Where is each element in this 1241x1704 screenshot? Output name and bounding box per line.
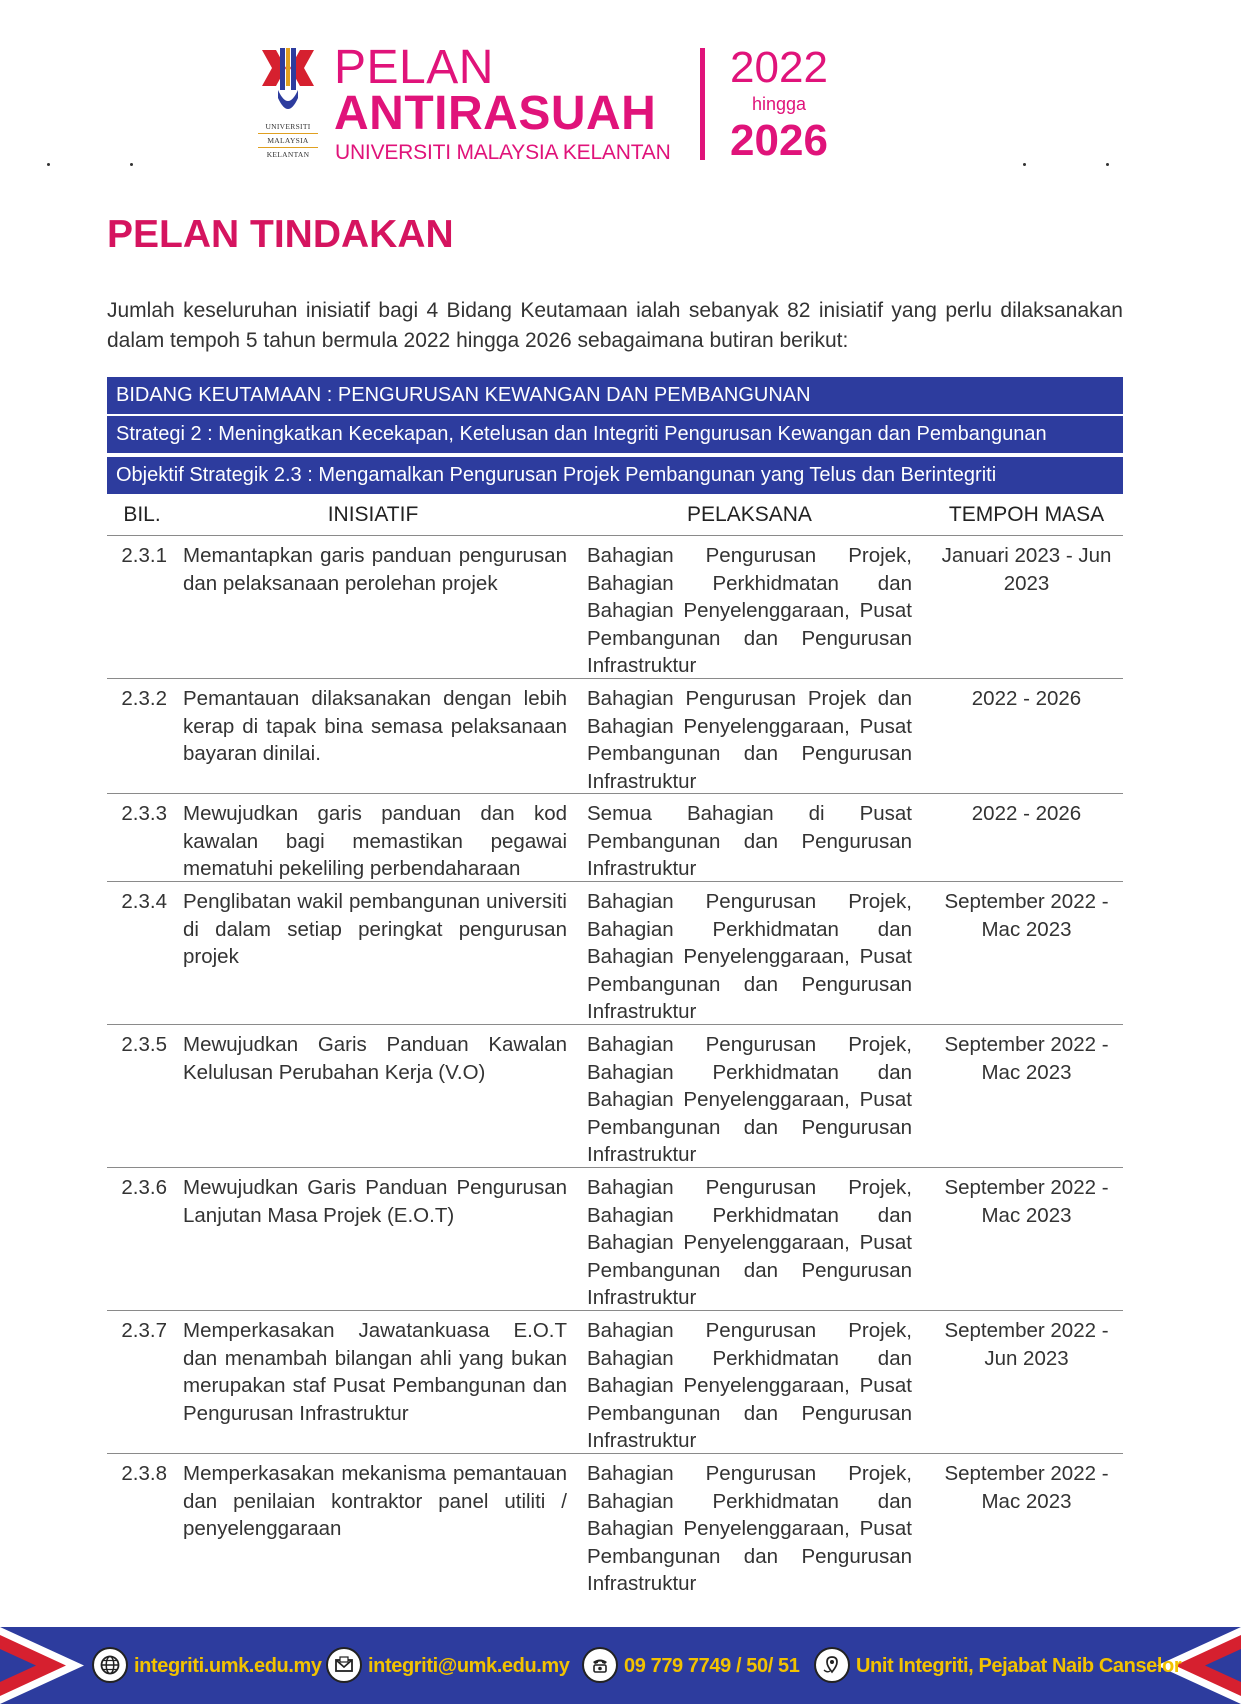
decorative-dot [1106, 163, 1109, 166]
year-connector: hingga [751, 94, 807, 114]
bidang-banner: BIDANG KEUTAMAAN : PENGURUSAN KEWANGAN DAN PEMBANGUNAN [107, 377, 1123, 414]
year-start: 2022 [730, 43, 828, 92]
row-pelaksana: Bahagian Pengurusan Projek, Bahagian Perkhidmatan dan Bahagian Penyelenggaraan, Pusat Pembangunan dan Pengurusan Infrastruktur [587, 1462, 912, 1595]
footer-email-text: integriti@umk.edu.my [368, 1655, 570, 1677]
objektif-banner: Objektif Strategik 2.3 : Mengamalkan Pengurusan Projek Pembangunan yang Telus dan Berintegriti [107, 457, 1123, 494]
row-tempoh: Januari 2023 - Jun 2023 [941, 544, 1112, 595]
footer-website-text: integriti.umk.edu.my [134, 1655, 322, 1677]
row-bil: 2.3.3 [121, 802, 167, 825]
table-row [107, 1310, 1123, 1453]
table-row [107, 535, 1123, 678]
row-bil: 2.3.7 [121, 1319, 167, 1342]
row-inisiatif: Pemantauan dilaksanakan dengan lebih kerap di tapak bina semasa pelaksanaan bayaran dinilai. [183, 687, 567, 765]
table-row [107, 1024, 1123, 1167]
row-inisiatif: Memperkasakan mekanisma pemantauan dan penilaian kontraktor panel utiliti / penyelenggaraan [183, 1462, 567, 1540]
row-tempoh: September 2022 - Mac 2023 [944, 1176, 1109, 1227]
row-inisiatif: Penglibatan wakil pembangunan universiti di dalam setiap peringkat pengurusan projek [183, 890, 567, 968]
row-bil: 2.3.1 [121, 544, 167, 567]
umk-logo [258, 46, 318, 161]
row-pelaksana: Bahagian Pengurusan Projek, Bahagian Perkhidmatan dan Bahagian Penyelenggaraan, Pusat Pembangunan dan Pengurusan Infrastruktur [587, 890, 912, 1023]
year-end: 2026 [730, 116, 828, 165]
row-tempoh: September 2022 - Mac 2023 [944, 1462, 1109, 1513]
row-inisiatif: Memperkasakan Jawatankuasa E.O.T dan menambah bilangan ahli yang bukan merupakan staf Pusat Pembangunan dan Pengurusan Infrastruktur [183, 1319, 567, 1425]
logo-line-3: KELANTAN [266, 150, 310, 159]
page-header [258, 41, 838, 166]
decorative-dot [130, 163, 133, 166]
page-footer [0, 1627, 1241, 1704]
strategi-banner: Strategi 2 : Meningkatkan Kecekapan, Ketelusan dan Integriti Pengurusan Kewangan dan Pembangunan [107, 416, 1123, 453]
table-row [107, 1453, 1123, 1603]
row-inisiatif: Mewujudkan Garis Panduan Pengurusan Lanjutan Masa Projek (E.O.T) [183, 1176, 567, 1227]
footer-left-chevron-icon [0, 1627, 84, 1704]
row-pelaksana: Bahagian Pengurusan Projek, Bahagian Perkhidmatan dan Bahagian Penyelenggaraan, Pusat Pembangunan dan Pengurusan Infrastruktur [587, 1033, 912, 1166]
table-row [107, 793, 1123, 881]
header-divider [700, 48, 705, 160]
header-bil: BIL. [123, 503, 161, 526]
mail-icon [326, 1647, 362, 1683]
location-pin-icon [814, 1647, 850, 1683]
brand-subtitle: UNIVERSITI MALAYSIA KELANTAN [335, 141, 671, 164]
row-pelaksana: Bahagian Pengurusan Projek, Bahagian Perkhidmatan dan Bahagian Penyelenggaraan, Pusat Pembangunan dan Pengurusan Infrastruktur [587, 1176, 912, 1309]
row-pelaksana: Bahagian Pengurusan Projek, Bahagian Perkhidmatan dan Bahagian Penyelenggaraan, Pusat Pembangunan dan Pengurusan Infrastruktur [587, 1319, 912, 1452]
decorative-dot [47, 163, 50, 166]
logo-line-2: MALAYSIA [258, 133, 318, 148]
footer-phone-text: 09 779 7749 / 50/ 51 [624, 1655, 800, 1677]
row-tempoh: 2022 - 2026 [971, 687, 1082, 710]
table-row [107, 678, 1123, 793]
brand-title-line-2: ANTIRASUAH [334, 87, 657, 140]
row-bil: 2.3.4 [121, 890, 167, 913]
decorative-dot [1023, 163, 1026, 166]
row-tempoh: September 2022 - Mac 2023 [944, 890, 1109, 941]
row-bil: 2.3.2 [121, 687, 167, 710]
umk-logo-wordmark [258, 120, 318, 161]
row-tempoh: 2022 - 2026 [971, 802, 1082, 825]
header-tempoh: TEMPOH MASA [948, 503, 1105, 526]
row-bil: 2.3.8 [121, 1462, 167, 1485]
row-tempoh: September 2022 - Mac 2023 [944, 1033, 1109, 1084]
phone-icon [582, 1647, 618, 1683]
row-pelaksana: Bahagian Pengurusan Projek dan Bahagian Penyelenggaraan, Pusat Pembangunan dan Pengurusan Infrastruktur [587, 687, 912, 793]
logo-line-1: UNIVERSITI [265, 122, 311, 131]
intro-paragraph: Jumlah keseluruhan inisiatif bagi 4 Bidang Keutamaan ialah sebanyak 82 inisiatif yang perlu dilaksanakan dalam tempoh 5 tahun bermula 2022 hingga 2026 sebagaimana butiran berikut: [107, 299, 1123, 352]
table-header [107, 496, 1123, 534]
brand-title-line-1: PELAN [334, 41, 494, 94]
table-row [107, 1167, 1123, 1310]
row-inisiatif: Memantapkan garis panduan pengurusan dan pelaksanaan perolehan projek [183, 544, 567, 595]
umk-logo-mark-icon [258, 46, 318, 118]
table-row [107, 881, 1123, 1024]
header-inisiatif: INISIATIF [327, 503, 419, 526]
row-bil: 2.3.5 [121, 1033, 167, 1056]
page-title: PELAN TINDAKAN [107, 213, 454, 256]
row-pelaksana: Semua Bahagian di Pusat Pembangunan dan Pengurusan Infrastruktur [587, 802, 912, 880]
row-tempoh: September 2022 - Jun 2023 [944, 1319, 1109, 1370]
row-pelaksana: Bahagian Pengurusan Projek, Bahagian Perkhidmatan dan Bahagian Penyelenggaraan, Pusat Pembangunan dan Pengurusan Infrastruktur [587, 544, 912, 677]
header-pelaksana: PELAKSANA [687, 503, 812, 526]
row-inisiatif: Mewujudkan Garis Panduan Kawalan Kelulusan Perubahan Kerja (V.O) [183, 1033, 567, 1084]
row-bil: 2.3.6 [121, 1176, 167, 1199]
footer-location-text: Unit Integriti, Pejabat Naib Canselor [856, 1655, 1182, 1677]
globe-icon [92, 1647, 128, 1683]
row-inisiatif: Mewujudkan garis panduan dan kod kawalan bagi memastikan pegawai mematuhi pekeliling perbendaharaan [183, 802, 567, 880]
